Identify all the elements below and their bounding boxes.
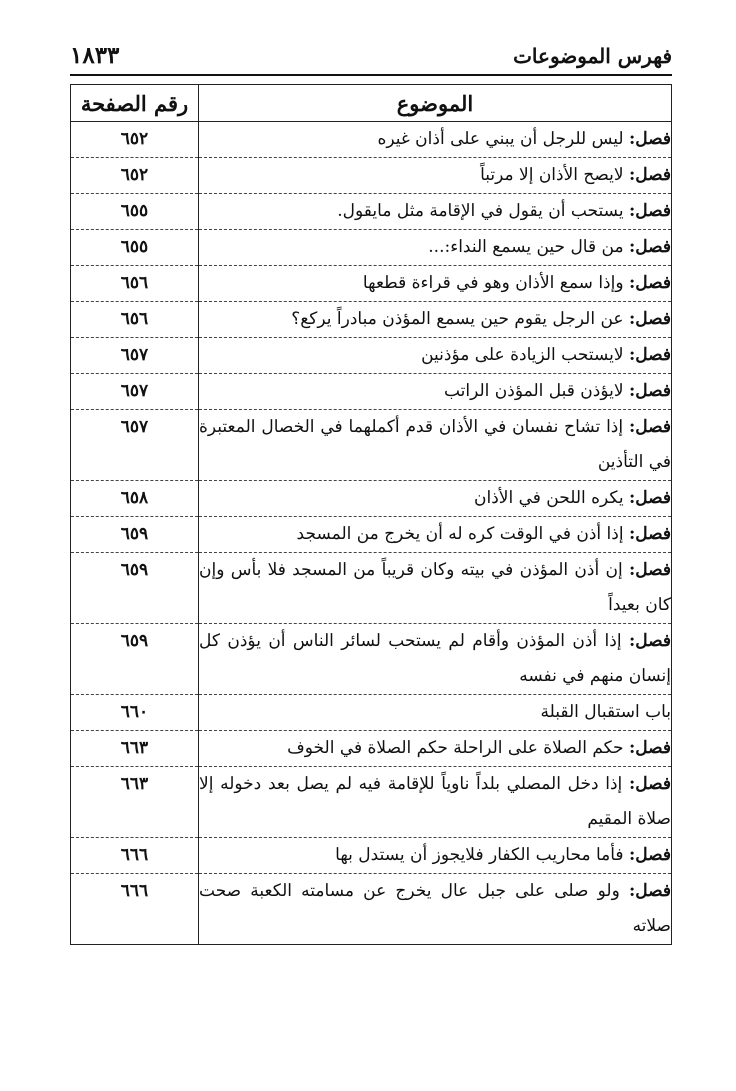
table-row <box>71 194 672 230</box>
table-row <box>71 695 672 731</box>
topic-cell <box>199 194 672 230</box>
page-cell: ٦٥٥ <box>71 194 199 230</box>
section-label: فصل: <box>628 774 671 794</box>
topic-text: لايستحب الزيادة على مؤذنين <box>421 345 624 365</box>
section-label: فصل: <box>628 417 671 437</box>
topic-cell <box>199 230 672 266</box>
topic-cell <box>199 302 672 338</box>
table-row <box>71 767 672 838</box>
table-row <box>71 302 672 338</box>
topic-text: باب استقبال القبلة <box>540 702 671 722</box>
section-label: فصل: <box>628 738 671 758</box>
section-label: فصل: <box>628 488 671 508</box>
page-cell: ٦٥٥ <box>71 230 199 266</box>
table-row <box>71 517 672 553</box>
section-label: فصل: <box>628 845 671 865</box>
topic-cell <box>199 553 672 624</box>
table-row <box>71 266 672 302</box>
section-label: فصل: <box>628 345 671 365</box>
topic-text: إذا تشاح نفسان في الأذان قدم أكملهما في الخصال المعتبرة في التأذين <box>199 417 671 472</box>
topic-text: وإذا سمع الأذان وهو في قراءة قطعها <box>362 273 624 293</box>
page-cell: ٦٦٠ <box>71 695 199 731</box>
topic-text: إذا دخل المصلي بلداً ناوياً للإقامة فيه لم يصل بعد دخوله إلا صلاة المقيم <box>199 774 671 829</box>
page-cell: ٦٥٢ <box>71 122 199 158</box>
topic-text: إن أذن المؤذن في بيته وكان قريباً من المسجد فلا بأس وإن كان بعيداً <box>199 560 671 615</box>
section-label: فصل: <box>628 881 672 901</box>
page-cell: ٦٥٧ <box>71 410 199 481</box>
table-row <box>71 553 672 624</box>
topic-cell <box>199 624 672 695</box>
page-cell: ٦٦٣ <box>71 767 199 838</box>
topic-text: فأما محاريب الكفار فلايجوز أن يستدل بها <box>335 845 624 865</box>
index-table <box>70 84 672 945</box>
topic-cell <box>199 874 672 945</box>
page-column-header: رقم الصفحة <box>71 85 199 122</box>
section-label: فصل: <box>628 165 671 185</box>
section-label: فصل: <box>628 237 671 257</box>
page-header <box>70 40 672 76</box>
topic-cell <box>199 838 672 874</box>
page-cell: ٦٥٧ <box>71 338 199 374</box>
topic-cell <box>199 695 672 731</box>
table-row <box>71 410 672 481</box>
page-cell: ٦٥٦ <box>71 266 199 302</box>
table-body <box>71 122 672 945</box>
topic-cell <box>199 266 672 302</box>
section-label: فصل: <box>628 201 671 221</box>
topic-text: يكره اللحن في الأذان <box>474 488 624 508</box>
section-label: فصل: <box>628 560 671 580</box>
topic-text: إذا أذن في الوقت كره له أن يخرج من المسجد <box>296 524 624 544</box>
topic-text: عن الرجل يقوم حين يسمع المؤذن مبادراً يركع؟ <box>291 309 624 329</box>
topic-text: ولو صلى على جبل عال يخرج عن مسامته الكعبة صحت صلاته <box>199 881 671 936</box>
topic-cell <box>199 122 672 158</box>
topic-cell <box>199 767 672 838</box>
page-cell: ٦٦٣ <box>71 731 199 767</box>
topic-cell <box>199 731 672 767</box>
page-cell: ٦٥٩ <box>71 517 199 553</box>
section-label: فصل: <box>628 273 671 293</box>
table-header-row <box>71 85 672 122</box>
topic-cell <box>199 374 672 410</box>
topic-cell <box>199 481 672 517</box>
table-row <box>71 624 672 695</box>
topic-column-header: الموضوع <box>199 85 672 122</box>
topic-cell <box>199 517 672 553</box>
page-cell: ٦٥٩ <box>71 553 199 624</box>
section-label: فصل: <box>628 524 671 544</box>
table-row <box>71 481 672 517</box>
topic-text: لايؤذن قبل المؤذن الراتب <box>443 381 624 401</box>
topic-cell <box>199 338 672 374</box>
table-row <box>71 374 672 410</box>
topic-text: إذا أذن المؤذن وأقام لم يستحب لسائر الناس أن يؤذن كل إنسان منهم في نفسه <box>199 631 671 686</box>
table-row <box>71 874 672 945</box>
page-cell: ٦٥٢ <box>71 158 199 194</box>
page-cell: ٦٦٦ <box>71 838 199 874</box>
section-label: فصل: <box>628 631 672 651</box>
topic-text: يستحب أن يقول في الإقامة مثل مايقول. <box>337 201 624 221</box>
table-row <box>71 122 672 158</box>
table-row <box>71 338 672 374</box>
running-title: فهرس الموضوعات <box>513 44 672 68</box>
page-cell: ٦٦٦ <box>71 874 199 945</box>
topic-text: من قال حين يسمع النداء:... <box>428 237 624 257</box>
page-cell: ٦٥٩ <box>71 624 199 695</box>
topic-text: ليس للرجل أن يبني على أذان غيره <box>377 129 624 149</box>
page-cell: ٦٥٨ <box>71 481 199 517</box>
table-row <box>71 838 672 874</box>
topic-cell <box>199 410 672 481</box>
page-cell: ٦٥٧ <box>71 374 199 410</box>
section-label: فصل: <box>628 381 671 401</box>
table-row <box>71 731 672 767</box>
topic-cell <box>199 158 672 194</box>
table-row <box>71 230 672 266</box>
topic-text: حكم الصلاة على الراحلة حكم الصلاة في الخوف <box>287 738 624 758</box>
page-number: ١٨٣٣ <box>70 42 120 69</box>
table-row <box>71 158 672 194</box>
section-label: فصل: <box>628 129 671 149</box>
page-cell: ٦٥٦ <box>71 302 199 338</box>
topic-text: لايصح الأذان إلا مرتباً <box>480 165 624 185</box>
section-label: فصل: <box>628 309 671 329</box>
